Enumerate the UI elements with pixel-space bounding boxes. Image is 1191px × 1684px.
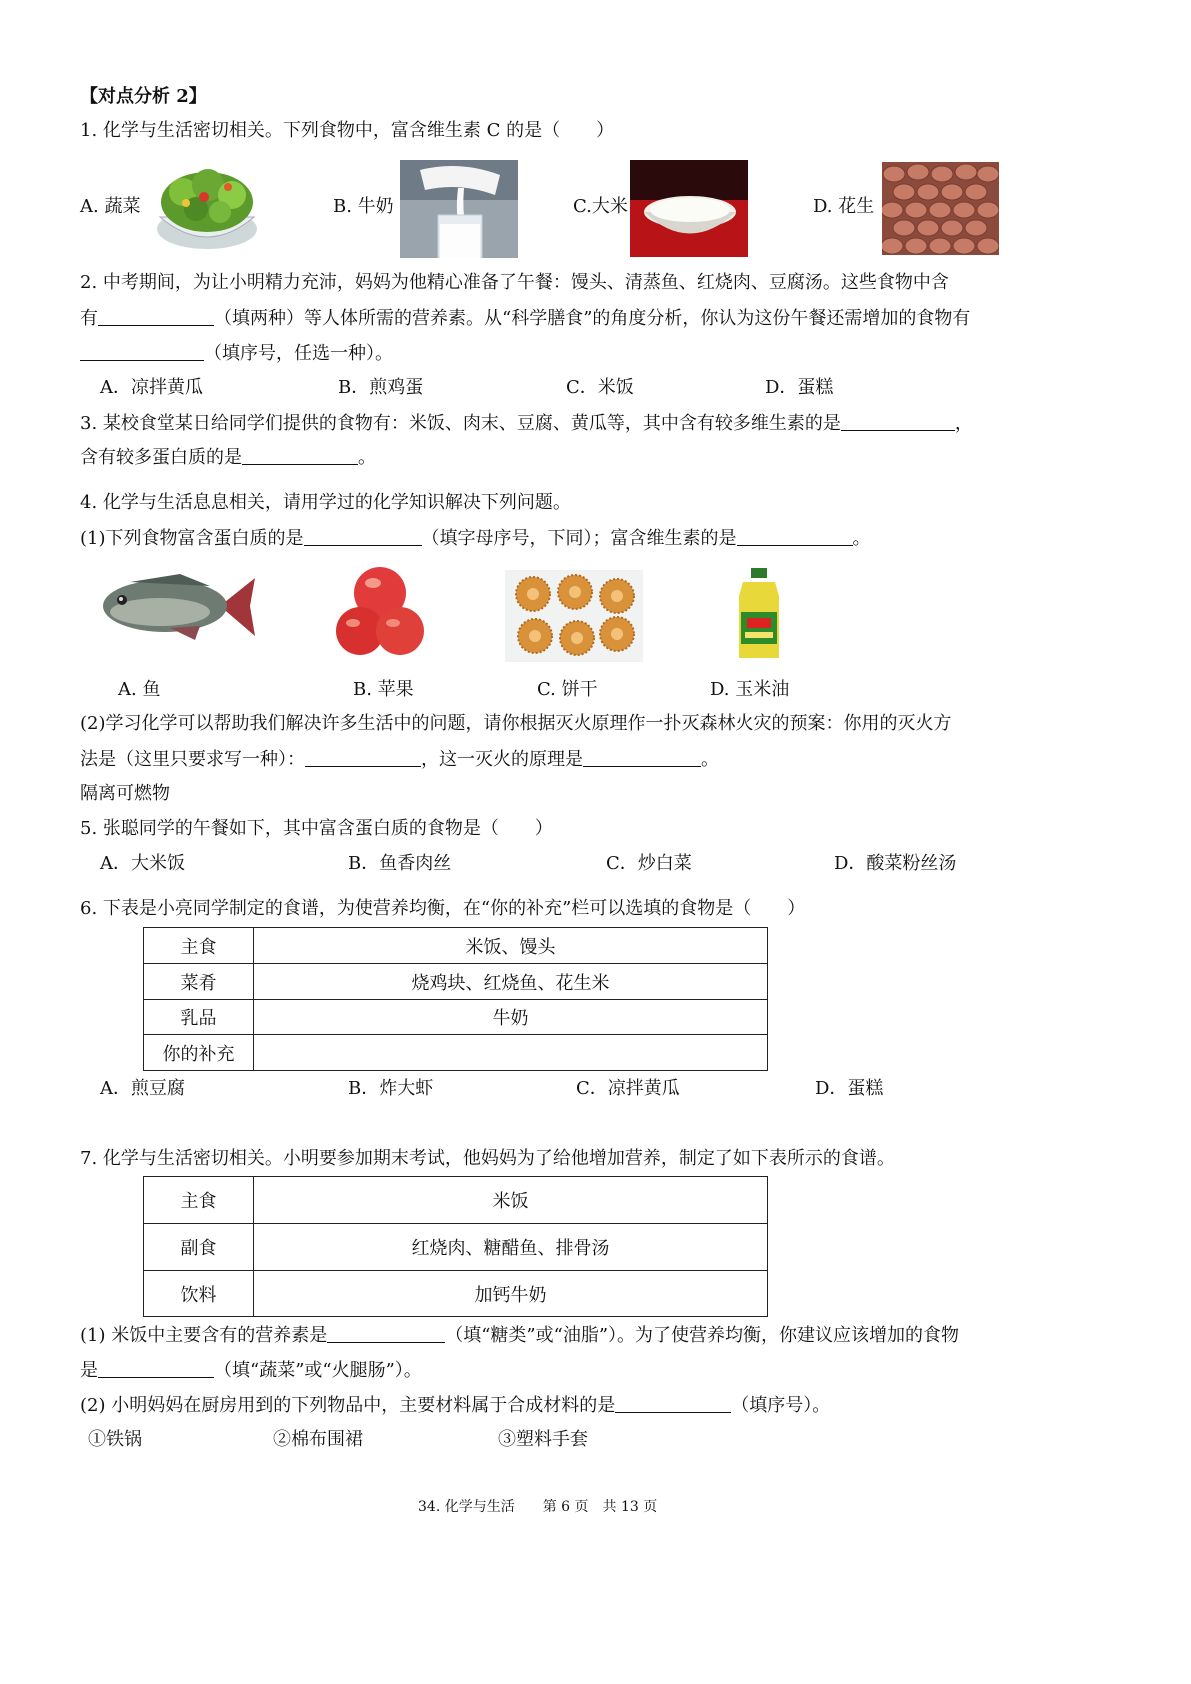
q7-blank-1[interactable]: [327, 1326, 445, 1343]
table-cell: 乳品: [144, 1000, 254, 1035]
q5-option-a: A．大米饭: [100, 853, 185, 874]
q7-part1-line1: [80, 1326, 959, 1345]
q2-line2: [80, 309, 970, 328]
q4-blank-1[interactable]: [304, 529, 422, 546]
rice-icon: [630, 160, 748, 257]
table-row: [144, 1271, 768, 1317]
table-cell: 烧鸡块、红烧鱼、花生米: [254, 964, 768, 1000]
table-cell: 你的补充: [144, 1035, 254, 1071]
table-cell: 牛奶: [254, 1000, 768, 1035]
q2-line3-text: （填序号，任选一种）。: [204, 343, 393, 364]
q7-option-2: ②棉布围裙: [273, 1429, 363, 1450]
q4-part1-end: 。: [852, 528, 871, 549]
q4-blank-4[interactable]: [583, 750, 701, 767]
page-footer: 34. 化学与生活 第 6 页 共 13 页: [418, 1499, 658, 1515]
q1-option-b: B. 牛奶: [333, 196, 394, 217]
q1-option-d: D. 花生: [813, 196, 875, 217]
q2-option-c: C．米饭: [566, 377, 634, 398]
q3-blank-2[interactable]: [242, 448, 358, 465]
q7-blank-2[interactable]: [98, 1361, 214, 1378]
fish-icon: [100, 570, 255, 642]
table-row: [144, 964, 768, 1000]
q5-option-c: C．炒白菜: [606, 853, 692, 874]
table-cell: 红烧肉、糖醋鱼、排骨汤: [254, 1224, 768, 1271]
q3-line1: [80, 414, 973, 433]
q4-option-c: C. 饼干: [537, 679, 598, 700]
q7-part1-rest: （填“糖类”或“油脂”）。为了使营养均衡，你建议应该增加的食物: [445, 1325, 960, 1346]
q2-line2-rest: （填两种）等人体所需的营养素。从“科学膳食”的角度分析，你认为这份午餐还需增加的食物有: [214, 308, 971, 329]
q5-option-b: B．鱼香肉丝: [348, 853, 452, 874]
q7-part2: [80, 1396, 830, 1415]
q7-part1-line2: [80, 1361, 422, 1380]
q7-text: 7. 化学与生活密切相关。小明要参加期末考试，他妈妈为了给他增加营养，制定了如下表所示的食谱。: [80, 1148, 895, 1169]
q7-part1-text: (1) 米饭中主要含有的营养素是: [80, 1325, 328, 1346]
q3-line2: [80, 448, 376, 467]
q4-part2-text: 法是（这里只要求写一种）：: [80, 749, 305, 770]
q4-text: 4. 化学与生活息息相关，请用学过的化学知识解决下列问题。: [80, 492, 571, 513]
q7-part2-text: (2) 小明妈妈在厨房用到的下列物品中，主要材料属于合成材料的是: [80, 1395, 616, 1416]
table-row: [144, 1224, 768, 1271]
q7-blank-3[interactable]: [615, 1396, 731, 1413]
table-row: [144, 1035, 768, 1071]
q4-answer-note: 隔离可燃物: [80, 783, 170, 804]
q6-option-d: D．蛋糕: [815, 1078, 884, 1099]
q2-blank-1[interactable]: [98, 309, 214, 326]
q2-option-d: D．蛋糕: [765, 377, 834, 398]
q4-part2-line1: (2)学习化学可以帮助我们解决许多生活中的问题，请你根据灭火原理作一扑灭森林火灾的预案：你用的灭火方: [80, 713, 952, 734]
q4-blank-3[interactable]: [305, 750, 421, 767]
q4-option-d: D. 玉米油: [710, 679, 790, 700]
table-cell: 米饭: [254, 1177, 768, 1224]
q2-option-a: A．凉拌黄瓜: [100, 377, 203, 398]
biscuit-icon: [505, 570, 643, 662]
q2-line1: 2. 中考期间，为让小明精力充沛，妈妈为他精心准备了午餐：馒头、清蒸鱼、红烧肉、豆腐汤。这些食物中含: [80, 272, 949, 293]
q6-text: 6. 下表是小亮同学制定的食谱，为使营养均衡，在“你的补充”栏可以选填的食物是（ ）: [80, 898, 806, 919]
q4-part1-text: (1)下列食物富含蛋白质的是: [80, 528, 304, 549]
table-cell: 主食: [144, 928, 254, 964]
q3-line1-text: 3. 某校食堂某日给同学们提供的食物有：米饭、肉末、豆腐、黄瓜等，其中含有较多维生素的是: [80, 413, 841, 434]
q1-option-c: C.大米: [573, 196, 628, 217]
q4-part2-line2: [80, 750, 719, 769]
q1-option-a: A. 蔬菜: [80, 196, 141, 217]
table-cell: 主食: [144, 1177, 254, 1224]
q2-option-b: B．煎鸡蛋: [338, 377, 424, 398]
q4-option-b: B. 苹果: [353, 679, 414, 700]
q4-part1: [80, 529, 871, 548]
q3-line1-end: ，: [954, 413, 973, 434]
q5-text: 5. 张聪同学的午餐如下，其中富含蛋白质的食物是（ ）: [80, 818, 553, 839]
apple-icon: [335, 563, 425, 661]
q5-option-d: D．酸菜粉丝汤: [834, 853, 957, 874]
q1-text: 1. 化学与生活密切相关。下列食物中，富含维生素 C 的是（ ）: [80, 120, 615, 141]
table-cell: [254, 1035, 768, 1071]
table-row: [144, 928, 768, 964]
q2-blank-2[interactable]: [80, 344, 204, 361]
section-heading: 【对点分析 2】: [80, 86, 207, 107]
q7-part2-end: （填序号）。: [731, 1395, 831, 1416]
q6-menu-table: [143, 927, 768, 1071]
table-cell: 副食: [144, 1224, 254, 1271]
table-row: [144, 1000, 768, 1035]
peanut-icon: [882, 162, 999, 255]
q2-line2-start: 有: [80, 308, 98, 329]
q7-part1-start: 是: [80, 1360, 98, 1381]
q7-menu-table: [143, 1176, 768, 1317]
salad-icon: [148, 157, 266, 254]
milk-icon: [400, 160, 518, 258]
q7-part1-end: （填“蔬菜”或“火腿肠”）。: [214, 1360, 422, 1381]
q3-blank-1[interactable]: [841, 414, 955, 431]
table-cell: 饮料: [144, 1271, 254, 1317]
q2-line3: [80, 344, 393, 363]
q4-option-a: A. 鱼: [118, 679, 161, 700]
q4-part1-mid: （填字母序号，下同）；富含维生素的是: [421, 528, 737, 549]
table-row: [144, 1177, 768, 1224]
q6-option-c: C．凉拌黄瓜: [576, 1078, 680, 1099]
q7-option-1: ①铁锅: [88, 1429, 142, 1450]
table-cell: 米饭、馒头: [254, 928, 768, 964]
q4-part2-end: 。: [701, 749, 719, 770]
table-cell: 菜肴: [144, 964, 254, 1000]
q4-blank-2[interactable]: [737, 529, 853, 546]
q3-line2-end: 。: [358, 447, 376, 468]
q3-line2-text: 含有较多蛋白质的是: [80, 447, 242, 468]
q7-option-3: ③塑料手套: [498, 1429, 588, 1450]
oil-bottle-icon: [735, 568, 783, 660]
q4-part2-mid: ，这一灭火的原理是: [421, 749, 583, 770]
q6-option-b: B．炸大虾: [348, 1078, 434, 1099]
q6-option-a: A．煎豆腐: [100, 1078, 185, 1099]
table-cell: 加钙牛奶: [254, 1271, 768, 1317]
